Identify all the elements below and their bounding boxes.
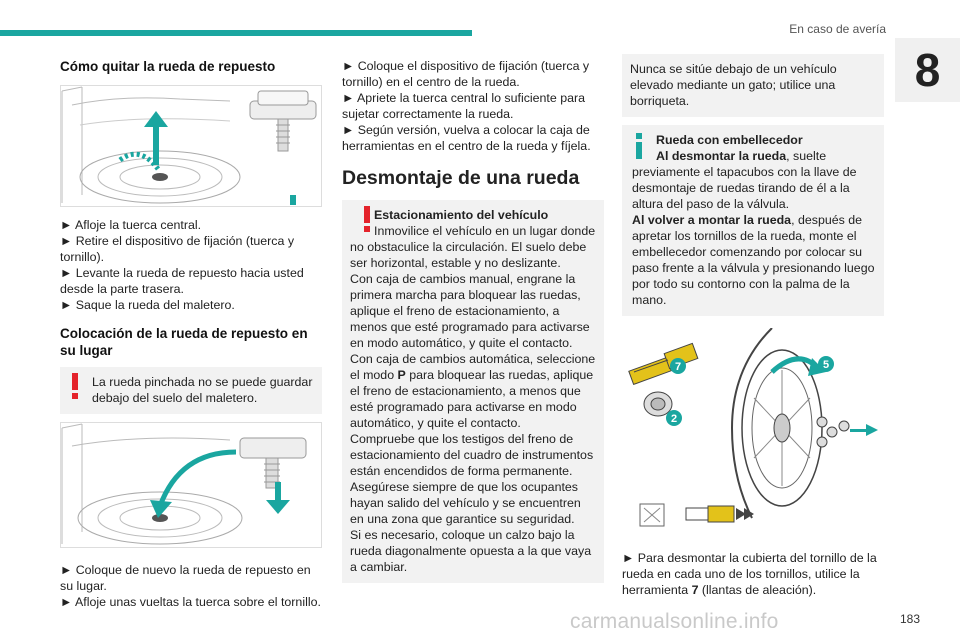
chapter-tab — [895, 38, 960, 102]
heading-remove-spare: Cómo quitar la rueda de repuesto — [60, 59, 276, 74]
callout-2: 2 — [670, 413, 678, 425]
info-icon — [632, 133, 646, 159]
remove-step-1: ► Afloje la tuerca central. — [60, 218, 202, 232]
column-1 — [60, 52, 322, 610]
chapter-number: 8 — [914, 44, 941, 96]
warning-line-2: Con caja de cambios manual, engrane la primera marcha para bloquear las ruedas, aplique el freno de estacionamiento, a menos que esté programado para activarse en modo automático, y quite el contacto. — [350, 272, 590, 350]
info-remove — [632, 148, 876, 212]
cover-step-post: (llantas de aleación). — [698, 583, 817, 597]
warning-box-trunk — [60, 367, 322, 414]
warning-box-parking — [342, 200, 604, 583]
warning-line-1: Inmovilice el vehículo en un lugar donde no obstaculice la circulación. El suelo debe ser horizontal, estable y no deslizante. — [350, 224, 596, 270]
section-title: En caso de avería — [789, 22, 886, 36]
wheel-bolt-removal-illustration — [622, 328, 884, 536]
figure-frame — [60, 422, 322, 548]
info-remove-text: , suelte previamente el tapacubos con la llave de desmontaje de ruedas tirando de él a la altura del paso de la válvula. — [632, 149, 857, 211]
warning-line-5: Si es necesario, coloque un calzo bajo la rueda diagonalmente opuesta a la que vaya a cambiar. — [350, 528, 592, 574]
info-refit-bold: Al volver a montar la rueda — [632, 213, 792, 227]
remove-step-2: ► Retire el dispositivo de fijación (tuerca y tornillo). — [60, 234, 295, 264]
figure-remove-spare — [60, 85, 322, 207]
note-text-jack: Nunca se sitúe debajo de un vehículo elevado mediante un gato; utilice una borriqueta. — [630, 62, 837, 108]
warning-line-auto — [350, 351, 596, 431]
remove-step-4: ► Saque la rueda del maletero. — [60, 298, 235, 312]
warning-line-4: Asegúrese siempre de que los ocupantes hayan salido del vehículo y se encuentren en una zona que garantice su seguridad. — [350, 480, 581, 526]
heading-dismount-wheel: Desmontaje de una rueda — [342, 167, 580, 189]
warning-text-trunk: La rueda pinchada no se puede guardar debajo del suelo del maletero. — [92, 375, 313, 405]
warning-exclamation-icon — [68, 373, 82, 399]
figure-frame — [60, 85, 322, 207]
header-accent-bar — [0, 30, 472, 36]
info-box-hubcap — [622, 125, 884, 316]
info-refit — [632, 212, 876, 308]
remove-step-3: ► Levante la rueda de repuesto hacia usted desde la parte trasera. — [60, 266, 304, 296]
fix-step-1: ► Coloque el dispositivo de fijación (tuerca y tornillo) en el centro de la rueda. — [342, 59, 590, 89]
place-step-1: ► Coloque de nuevo la rueda de repuesto en su lugar. — [60, 563, 311, 593]
cover-step — [622, 550, 884, 598]
figure-place-spare — [60, 422, 322, 548]
info-refit-text: , después de apretar los tornillos de la rueda, monte el embellecedor comenzando por colocar su paso frente a la válvula y presionando luego por todo su contorno con la palma de la mano. — [632, 213, 875, 307]
callout-5: 5 — [822, 359, 830, 371]
cover-step-tool-number: 7 — [691, 583, 699, 597]
column-2 — [342, 58, 604, 583]
warning-line-3: Compruebe que los testigos del freno de estacionamiento del cuadro de instrumentos están encendidos de forma permanente. — [350, 432, 594, 478]
callout-7: 7 — [674, 361, 682, 373]
figure-wheel-bolts — [622, 328, 884, 536]
note-box-jack — [622, 54, 884, 117]
auto-text-post: para bloquear las ruedas, aplique el freno de estacionamiento, a menos que esté programado para activarse en modo automático, y quite el contacto. — [350, 368, 594, 430]
cover-step-pre: ► Para desmontar la cubierta del tornillo de la rueda en cada uno de los tornillos, utilice la herramienta — [622, 551, 877, 597]
auto-text-pre: Con caja de cambios automática, seleccione el modo — [350, 352, 596, 382]
watermark: carmanualsonline.info — [570, 610, 779, 633]
warning-title-parking: Estacionamiento del vehículo — [374, 208, 549, 222]
info-title-hubcap: Rueda con embellecedor — [656, 133, 803, 147]
warning-exclamation-icon — [360, 206, 374, 232]
column-3 — [622, 54, 884, 598]
page-number: 183 — [900, 612, 921, 626]
fix-step-3: ► Según versión, vuelva a colocar la caja de herramientas en el centro de la rueda y fíjela. — [342, 123, 591, 153]
place-step-2: ► Afloje unas vueltas la tuerca sobre el tornillo. — [60, 595, 321, 609]
fix-step-2: ► Apriete la tuerca central lo suficiente para sujetar correctamente la rueda. — [342, 91, 585, 121]
info-remove-bold: Al desmontar la rueda — [656, 149, 787, 163]
auto-mode-p: P — [397, 368, 406, 382]
heading-place-spare: Colocación de la rueda de repuesto en su lugar — [60, 326, 308, 358]
